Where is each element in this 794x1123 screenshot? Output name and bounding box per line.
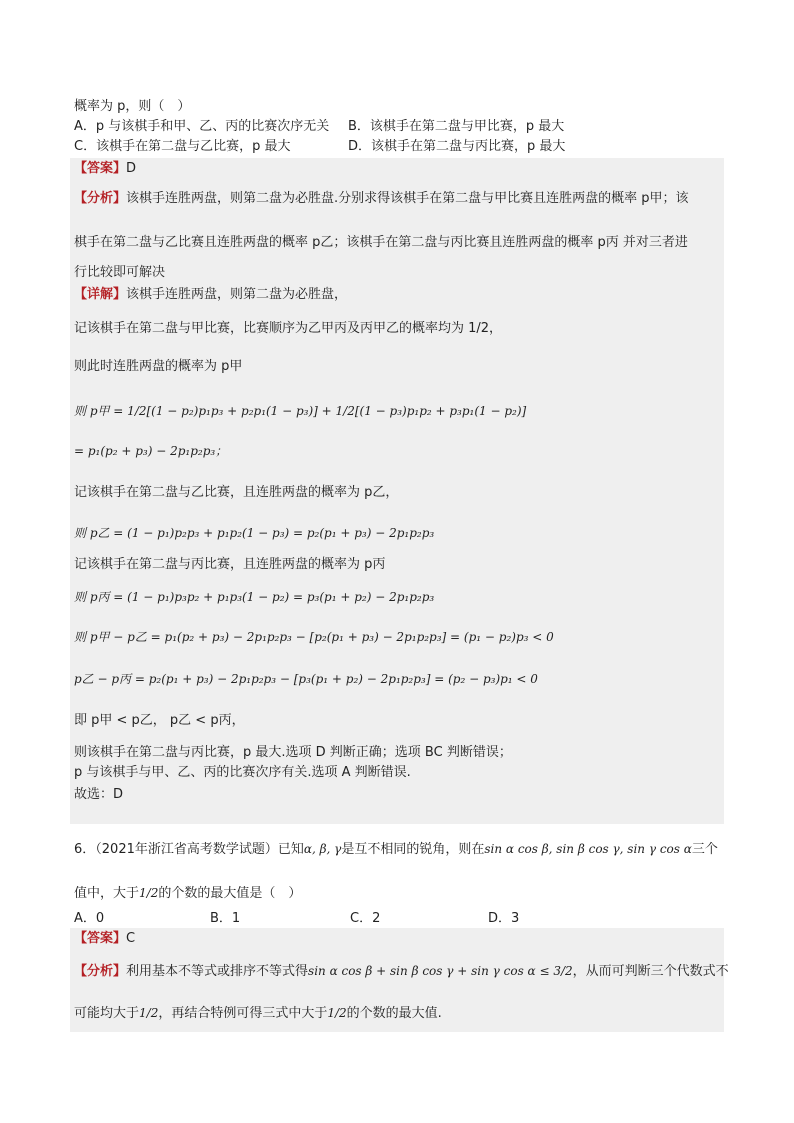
q5-detail-line-3: 则此时连胜两盘的概率为 p甲 bbox=[74, 359, 243, 374]
q5-stem-tail: 概率为 p，则（ ） bbox=[74, 99, 191, 114]
detail-text: 该棋手连胜两盘，则第二盘为必胜盘， bbox=[126, 287, 348, 302]
q6-option-d: D．3 bbox=[488, 911, 520, 926]
answer-value: D bbox=[126, 161, 137, 176]
q6-option-a: A．0 bbox=[74, 911, 105, 926]
q5-formula-difference-1: 则 p甲 − p乙 = p₁(p₂ + p₃) − 2p₁p₂p₃ − [p₂(p₁ + p₃) − 2p₁p₂p₃] = (p₁ − p₂)p₃ < 0 bbox=[74, 630, 554, 644]
q5-analysis-line-2: 棋手在第二盘与乙比赛且连胜两盘的概率 p乙；该棋手在第二盘与丙比赛且连胜两盘的概率 p丙 并对三者进 bbox=[74, 235, 688, 250]
q5-analysis-line-3: 行比较即可解决 bbox=[74, 265, 166, 280]
q6-expressions: sin α cos β, sin β cos γ, sin γ cos α bbox=[484, 842, 692, 856]
q5-detail-line-1 bbox=[74, 286, 347, 304]
q5-option-c: C．该棋手在第二盘与乙比赛，p 最大 bbox=[74, 139, 291, 154]
analysis-tag: 【分析】 bbox=[74, 191, 127, 206]
q5-option-a: A．p 与该棋手和甲、乙、丙的比赛次序无关 bbox=[74, 119, 330, 134]
q6-half-fraction: 1/2 bbox=[139, 886, 159, 900]
q5-analysis-line-1 bbox=[74, 190, 689, 208]
q6-inequality: sin α cos β + sin β cos γ + sin γ cos α ≤ 3/2 bbox=[308, 964, 573, 978]
analysis-text: 的个数的最大值. bbox=[346, 1006, 442, 1021]
q6-analysis-line-2 bbox=[74, 1004, 442, 1023]
q5-formula-p-yi: 则 p乙 = (1 − p₁)p₂p₃ + p₁p₂(1 − p₃) = p₂(p₁ + p₃) − 2p₁p₂p₃ bbox=[74, 526, 435, 540]
q6-angles: α, β, γ bbox=[303, 842, 342, 856]
q5-detail-line-13: 则该棋手在第二盘与丙比赛，p 最大.选项 D 判断正确；选项 BC 判断错误； bbox=[74, 745, 512, 760]
q5-detail-line-8: 记该棋手在第二盘与丙比赛，且连胜两盘的概率为 p丙 bbox=[74, 557, 386, 572]
q6-stem-mid: 是互不相同的锐角，则在 bbox=[341, 842, 485, 857]
q6-stem-prefix: 6．（2021年浙江省高考数学试题）已知 bbox=[74, 842, 304, 857]
q5-option-b: B．该棋手在第二盘与甲比赛，p 最大 bbox=[348, 119, 565, 134]
q5-detail-line-12: 即 p甲 < p乙， p乙 < p丙， bbox=[74, 713, 245, 728]
analysis-text: 可能均大于 bbox=[74, 1006, 140, 1021]
q5-answer bbox=[74, 160, 136, 178]
q5-formula-p-bing: 则 p丙 = (1 − p₁)p₃p₂ + p₁p₃(1 − p₂) = p₃(p₁ + p₂) − 2p₁p₂p₃ bbox=[74, 590, 435, 604]
q5-formula-p-jia-simplified: = p₁(p₂ + p₃) − 2p₁p₂p₃； bbox=[74, 444, 228, 458]
q5-formula-difference-2: p乙 − p丙 = p₂(p₁ + p₃) − 2p₁p₂p₃ − [p₃(p₁ + p₂) − 2p₁p₂p₃] = (p₂ − p₃)p₁ < 0 bbox=[74, 672, 538, 686]
answer-value: C bbox=[126, 931, 136, 946]
q5-detail-line-6: 记该棋手在第二盘与乙比赛，且连胜两盘的概率为 p乙， bbox=[74, 485, 399, 500]
q5-detail-line-14: p 与该棋手与甲、乙、丙的比赛次序有关.选项 A 判断错误. bbox=[74, 765, 411, 780]
q5-detail-line-2: 记该棋手在第二盘与甲比赛，比赛顺序为乙甲丙及丙甲乙的概率均为 1/2， bbox=[74, 321, 503, 336]
q6-stem-2-prefix: 值中，大于 bbox=[74, 886, 140, 901]
q6-stem-line-2 bbox=[74, 884, 301, 903]
answer-tag: 【答案】 bbox=[74, 931, 127, 946]
analysis-tag: 【分析】 bbox=[74, 964, 127, 979]
q6-stem-line-1 bbox=[74, 840, 718, 859]
analysis-text: 该棋手连胜两盘，则第二盘为必胜盘.分别求得该棋手在第二盘与甲比赛且连胜两盘的概率 p甲；该 bbox=[126, 191, 689, 206]
answer-tag: 【答案】 bbox=[74, 161, 127, 176]
half-fraction: 1/2 bbox=[327, 1006, 347, 1020]
analysis-text: ，再结合特例可得三式中大于 bbox=[158, 1006, 328, 1021]
q5-formula-p-jia: 则 p甲 = 1/2[(1 − p₂)p₁p₃ + p₂p₁(1 − p₃)] + 1/2[(1 − p₃)p₁p₂ + p₃p₁(1 − p₂)] bbox=[74, 404, 527, 418]
q5-option-d: D．该棋手在第二盘与丙比赛，p 最大 bbox=[348, 139, 566, 154]
q6-option-b: B．1 bbox=[210, 911, 241, 926]
q6-option-c: C．2 bbox=[350, 911, 381, 926]
q6-answer bbox=[74, 930, 135, 948]
q6-analysis-line-1 bbox=[74, 962, 729, 981]
q5-detail-line-15: 故选：D bbox=[74, 787, 124, 802]
analysis-text-cont: ，从而可判断三个代数式不 bbox=[572, 964, 729, 979]
q6-stem-2-suffix: 的个数的最大值是（ ） bbox=[158, 886, 302, 901]
analysis-text: 利用基本不等式或排序不等式得 bbox=[126, 964, 309, 979]
half-fraction: 1/2 bbox=[139, 1006, 159, 1020]
q6-stem-suffix: 三个 bbox=[691, 842, 718, 857]
detail-tag: 【详解】 bbox=[74, 287, 127, 302]
